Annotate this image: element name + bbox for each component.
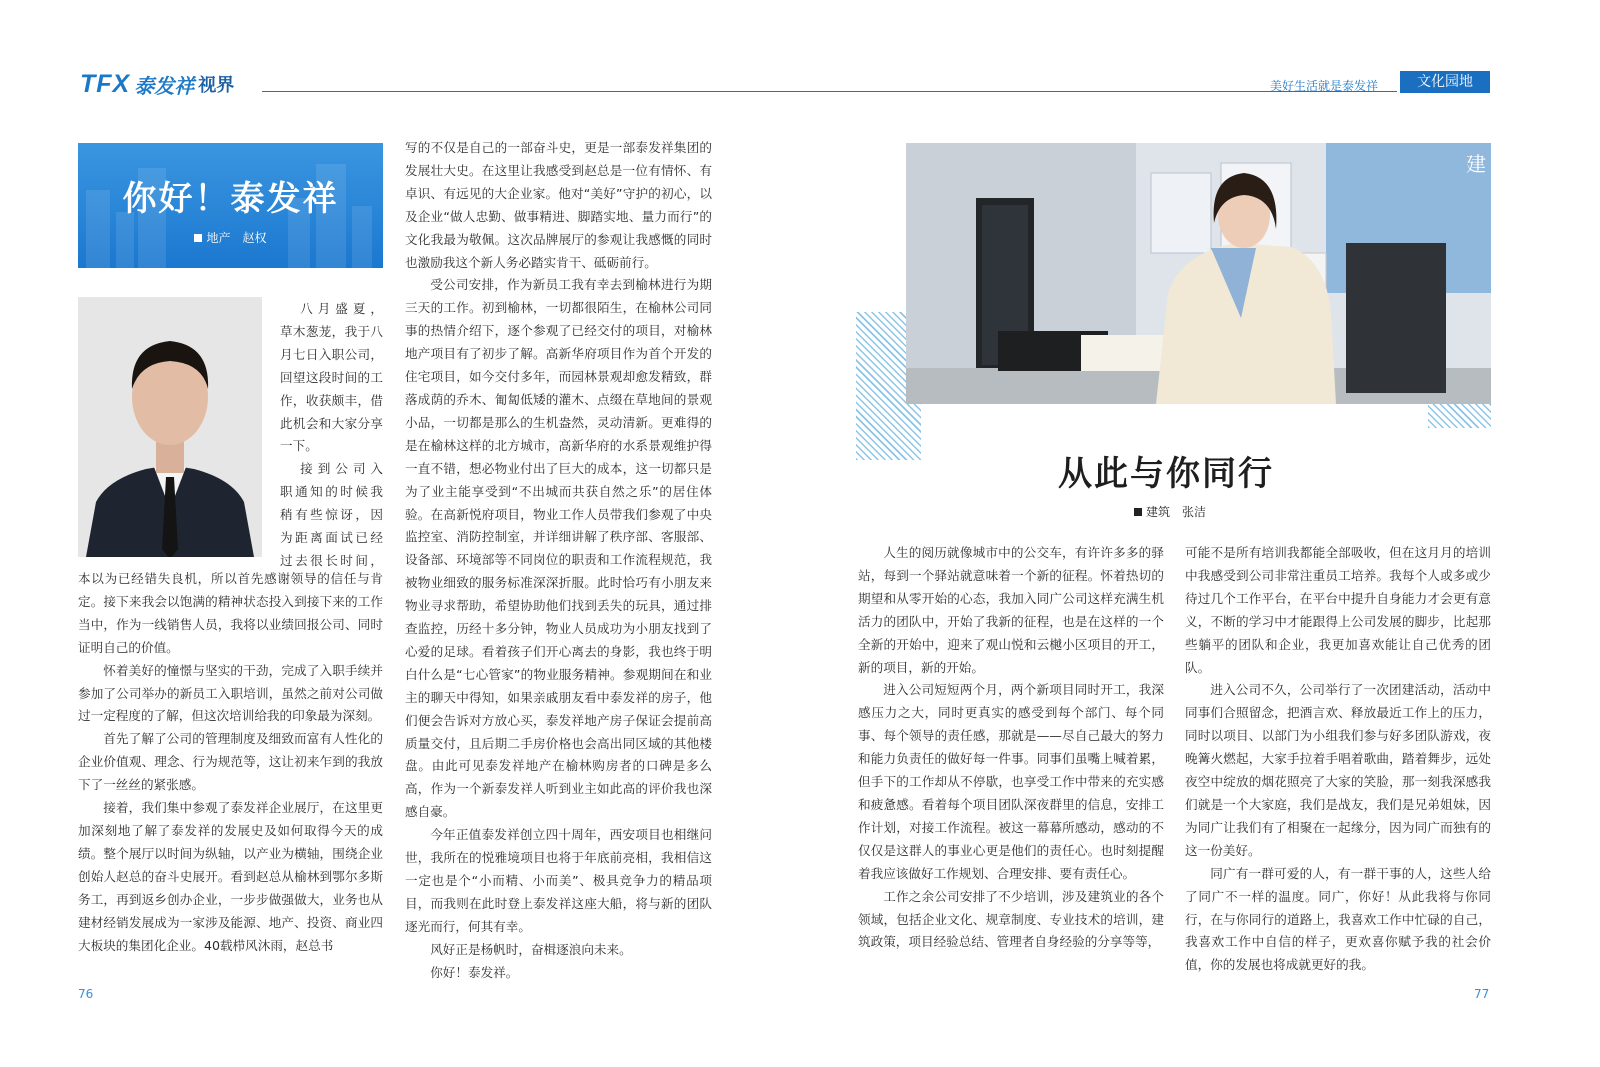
left-intro-wrap: 八月盛夏， 草木葱茏，我于八 月七日入职公司， 回望这段时间的工 作，收获颇丰，借 此机会和大家分享 一下。 接到公司入 职通知的时候我 稍有些惊讶，因 为距离面试已经 过去很长时间，: [280, 301, 383, 568]
section-tag: 文化园地: [1400, 71, 1490, 93]
right-article-author: 建筑 张洁: [1134, 503, 1206, 520]
page-number-left: 76: [78, 987, 94, 1001]
left-article-title: 你好！泰发祥: [122, 179, 339, 219]
page-number-right: 77: [1474, 987, 1490, 1001]
right-column-2: 可能不是所有培训我都能全部吸收，但在这月月的培训中我感受到公司非常注重员工培养。我每个人或多或少待过几个工作平台，在平台中提升自身能力才会更有意义，不断的学习中才能跟得上公司发展的脚步，比起那些躺平的团队和企业，我更加喜欢能让自己优秀的团队。 进入公司不久，公司举行了一次团建活动，活动中同事们合照留念，把酒言欢、释放最近工作上的压力，同时以项目、以部门为小组我们参与好多团队游戏，夜晚篝火燃起，大家手拉着手唱着歌曲，踏着舞步，远处夜空中绽放的烟花照亮了大家的笑脸，那一刻我深感我们就是一个大家庭，我们是战友，我们是兄弟姐妹，因为同广让我们有了相聚在一起缘分，因为同广而独有的这一份美好。 同广有一群可爱的人，有一群干事的人，这些人给了同广不一样的温度。同广，你好！从此我将与你同行，在与你同行的道路上，我喜欢工作中忙碌的自己，我喜欢工作中自信的样子，更欢喜你赋予我的社会价值，你的发展也将成就更好的我。: [1185, 545, 1491, 973]
logo-tfx: TFX: [80, 69, 131, 98]
bullet-square-icon: [194, 234, 202, 242]
header-rule: [262, 91, 1397, 92]
left-column-1: 本以为已经错失良机，所以首先感谢领导的信任与肯定。接下来我会以饱满的精神状态投入到接下来的工作当中，作为一线销售人员，我将以业绩回报公司、同时证明自己的价值。 怀着美好的憧憬与坚实的干劲，完成了入职手续并参加了公司举办的新员工入职培训，虽然之前对公司做过一定程度的了解，但这次培训给我的印象最为深刻。 首先了解了公司的管理制度及细致而富有人性化的企业价值观、理念、行为规范等，这让初来乍到的我放下了一丝丝的紧张感。 接着，我们集中参观了泰发祥企业展厅，在这里更加深刻地了解了泰发祥的发展史及如何取得今天的成绩。整个展厅以时间为纵轴，以产业为横轴，围绕企业创始人赵总的奋斗史展开。看到赵总从榆林到鄂尔多斯务工，再到返乡创办企业，一步步做强做大，业务也从建材经销发展成为一家涉及能源、地产、投资、商业四大板块的集团化企业。40载栉风沐雨，赵总书: [78, 571, 383, 953]
svg-text:建: 建: [1466, 152, 1486, 176]
hatch-decoration-right: [1428, 404, 1491, 428]
left-article-author: 地产 赵权: [78, 229, 383, 246]
author-portrait: [78, 297, 262, 557]
right-article-title: 从此与你同行: [1058, 454, 1274, 494]
header-slogan: 美好生活就是泰发祥: [1269, 79, 1378, 93]
logo-brand: 泰发祥: [134, 73, 195, 98]
logo-sub: 视界: [198, 75, 235, 96]
right-column-1: 人生的阅历就像城市中的公交车，有许许多多的驿站，每到一个驿站就意味着一个新的征程。怀着热切的期望和从零开始的心态，我加入同广公司这样充满生机活力的团队中，开始了我新的征程，也是在这样的一个全新的开始中，迎来了观山悦和云樾小区项目的开工，新的项目，新的开始。 进入公司短短两个月，两个新项目同时开工，我深感压力之大，同时更真实的感受到每个部门、每个同事、每个领导的责任感，那就是——尽自己最大的努力和能力负责任的做好每一件事。同事们虽嘴上喊着累，但手下的工作却从不停歇，也享受工作中带来的充实感和疲惫感。看着每个项目团队深夜群里的信息，安排工作计划，对接工作流程。被这一幕幕所感动，感动的不仅仅是这群人的事业心更是他们的责任心。也时刻提醒着我应该做好工作规划、合理安排、要有责任心。 工作之余公司安排了不少培训，涉及建筑业的各个领域，包括企业文化、规章制度、专业技术的培训，建筑政策，项目经验总结、管理者自身经验的分享等等，: [858, 545, 1164, 950]
left-title-banner: [78, 143, 383, 268]
bullet-square-icon: [1134, 508, 1142, 516]
left-column-2: 写的不仅是自己的一部奋斗史，更是一部泰发祥集团的发展壮大史。在这里让我感受到赵总是一位有情怀、有卓识、有远见的大企业家。他对“美好”守护的初心，以及企业“做人忠勤、做事精进、脚踏实地、量力而行”的文化我最为敬佩。这次品牌展厅的参观让我感慨的同时也激励我这个新人务必踏实肯干、砥砺前行。 受公司安排，作为新员工我有幸去到榆林进行为期三天的工作。初到榆林，一切都很陌生，在榆林公司同事的热情介绍下，逐个参观了已经交付的项目，对榆林地产项目有了初步了解。高新华府项目作为首个开发的住宅项目，如今交付多年，而园林景观却愈发精致，群落成荫的乔木、匍匐低矮的灌木、点缀在草地间的景观小品，一切都是那么的生机盎然，灵动清新。更难得的是在榆林这样的北方城市，高新华府的水系景观维护得一直不错，想必物业付出了巨大的成本，这一切都只是为了业主能享受到“不出城而共获自然之乐”的居住体验。在高新悦府项目，物业工作人员带我们参观了中央监控室、消防控制室，并详细讲解了秩序部、客服部、设备部、环境部等不同岗位的职责和工作流程规范，我被物业细致的服务标准深深折服。此时恰巧有小朋友来物业寻求帮助，希望协助他们找到丢失的玩具，通过排查监控，历经十多分钟，物业人员成功为小朋友找到了心爱的足球。看着孩子们开心离去的身影，我也终于明白什么是“七心管家”的物业服务精神。参观期间在和业主的聊天中得知，如果亲戚朋友看中泰发祥的房子，他们便会告诉对方放心买，泰发祥地产房子保证会提前高质量交付，且后期二手房价格也会高出同区域的其他楼盘。由此可见泰发祥地产在榆林购房者的口碑是多么高，作为一个新泰发祥人听到业主如此高的评价我也深感自豪。 今年正值泰发祥创立四十周年，西安项目也相继问世，我所在的悦雅境项目也将于年底前亮相，我相信这一定也是个“小而精、小而美”、极具竞争力的精品项目，而我则在此时登上泰发祥这座大船，将与新的团队逐光而行，何其有幸。 风好正是杨帆时，奋楫逐浪向未来。 你好！泰发祥。: [405, 140, 712, 980]
masthead-logo: [80, 69, 235, 98]
author-photo: [906, 143, 1491, 404]
